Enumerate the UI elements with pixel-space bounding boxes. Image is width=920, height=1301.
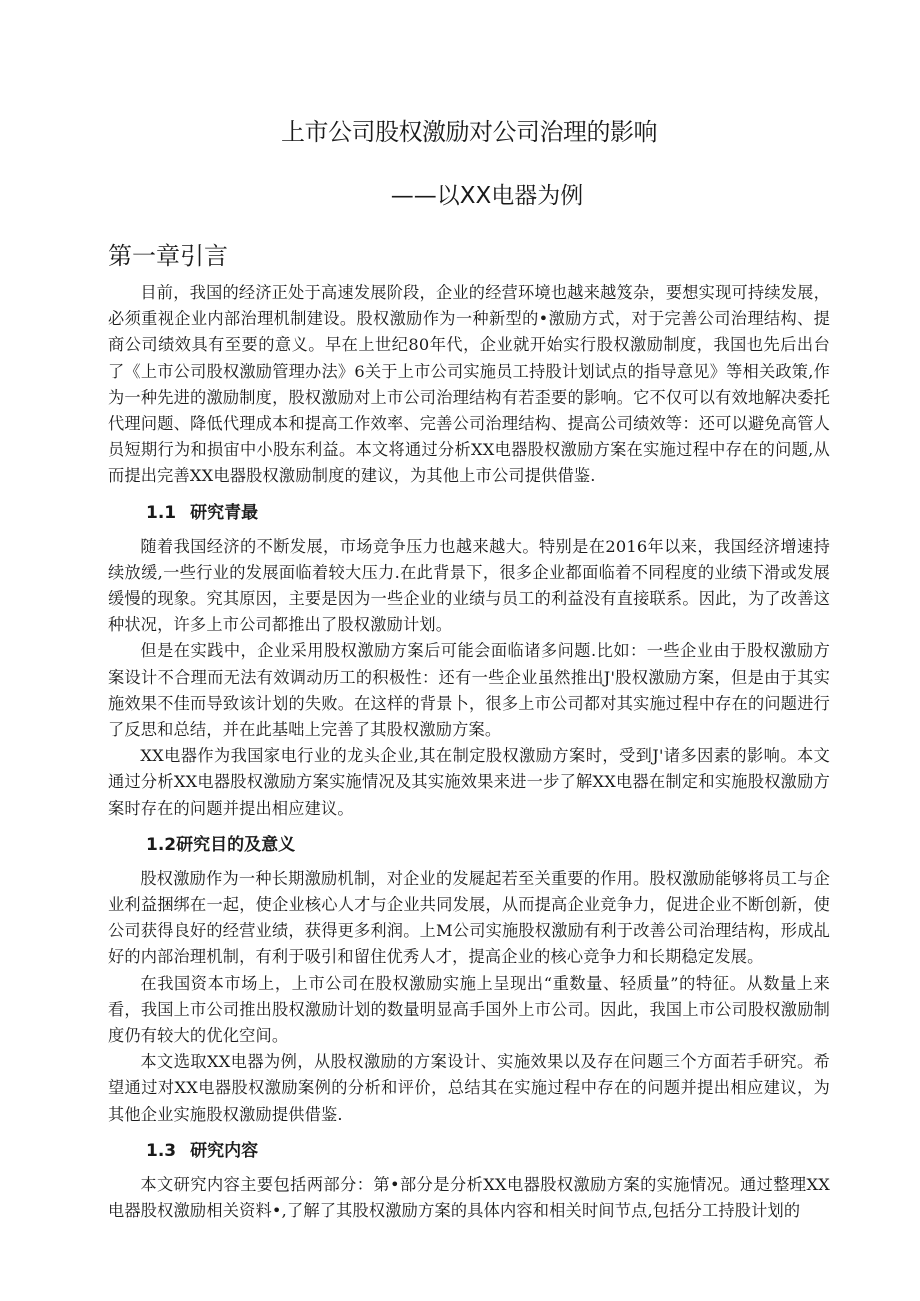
chapter-heading: 第一章引言 [108, 242, 228, 270]
paragraph: 目前，我国的经济正处于高速发展阶段，企业的经营环境也越来越笈杂，要想实现可持续发展，必须重视企业内部治理机制建设。股权激励作为一种新型的•激励方式，对于完善公司治理结构、提商公司绩效具有至要的意义。早在上世纪80年代，企业就开始实行股权激励制度，我国也先后出台了《上市公司股权激励管理办法》6关于上市公司实施员工持股计划试点的指导意见》等相关政策,作为一种先进的激励制度，股权激励对上市公司治理结构有若歪要的影响。它不仅可以有效地解决委托代理问题、降低代理成本和提高工作效率、完善公司治理结构、提高公司绩效等：还可以避免高管人员短期行为和损宙中小股东利益。本文将通过分析XX电器股权激励方案在实施过程中存在的问题,从而提出完善XX电器股权激励制度的建议，为其他上市公司提供借鉴. [108, 283, 830, 486]
paragraph: 但是在实践中，企业采用股权激励方案后可能会面临诸多问题.比如：一些企业由于股权激励方案设计不合理而无法有效调动历工的积极性：还有一些企业虽然推出J'股权激励方案，但是由于其实施效果不佳而导致该计划的失败。在这样的背景卜，很多上市公司都对其实施过程中存在的问题进行了反思和总结，并在此基咄上完善了其股权激励方案。 [108, 641, 830, 740]
section-title: 研究青最 [190, 502, 259, 523]
section-heading-1-2 [108, 830, 830, 860]
section-title: 研究目的及意义 [176, 834, 296, 855]
paragraph: 股权激励作为一种长期激励机制，对企业的发屣起若至关重要的作用。股权激励能够将员工与企业利益捆绑在一起，使企业核心人才与企业共同发展，从而提高企业竞争力，促进企业不断创新，使公司获得良好的经营业绩，获得更多利润。上M公司实施股权激励有利于改善公司治理结构，形成乩好的内部治理机制，有利于吸引和留住优秀人才，提高企业的核心竞争力和长期稳定发展。 [108, 868, 830, 967]
section-number: 1.1 [146, 502, 177, 523]
paragraph: 在我国资本市场上，上市公司在股权激励实施上呈现出“重数量、轻质量”的特征。从数量上来看，我国上市公司推出股权激励计划的数量明显高手国外上市公司。因此，我国上市公司股权激励制度仍有较大的优化空间。 [108, 973, 830, 1046]
paragraph: 随着我国经济的不断发展，市场竞争压力也越来越大。特别是在2016年以来，我国经济增速持续放缓,一些行业的发展面临着较大压力.在此背景下，很多企业都面临着不同程度的业绩下滑或发展缓慢的现象。究其原因，主要是因为一些企业的业绩与员工的利益没有直接联系。因此，为了改善这种状况，许多上市公司都推出了股权激励计划。 [108, 536, 830, 635]
paragraph: XX电器作为我国家电行业的龙头企业,其在制定股权激励方案时，受到J'诸多因素的影响。本文通过分析XX电器股权激励方案实施情况及其实施效果来进一步了解XX电器在制定和实施股权激励方案时存在的问题并提出相应建议。 [108, 746, 830, 818]
document-subtitle: ——以XX电器为例 [390, 183, 584, 209]
section-title: 研究内容 [190, 1140, 259, 1161]
document-title: 上市公司股权激励对公司治理的影响 [281, 118, 657, 146]
section-heading-1-3 [108, 1136, 830, 1166]
paragraph: 本文选取XX电器为例，从股权激励的方案设计、实施效果以及存在问题三个方面若手研究。希望通过对XX电器股权激励案例的分析和评价，总结其在实施过程中存在的问题并提出相应建议，为其他企业实施股权激励提供借鉴. [108, 1052, 830, 1124]
section-number: 1.3 [146, 1140, 177, 1161]
section-heading-1-1 [108, 498, 830, 528]
paragraph: 本文研究内容主要包括两部分：第•部分是分析XX电器股权激励方案的实施情况。通过整理XX电器股权激励相关资料•,了解了其股权激励方案的具体内容和相关时间节点,包括分工持股计划的 [108, 1174, 830, 1221]
section-number: 1.2 [146, 834, 177, 855]
